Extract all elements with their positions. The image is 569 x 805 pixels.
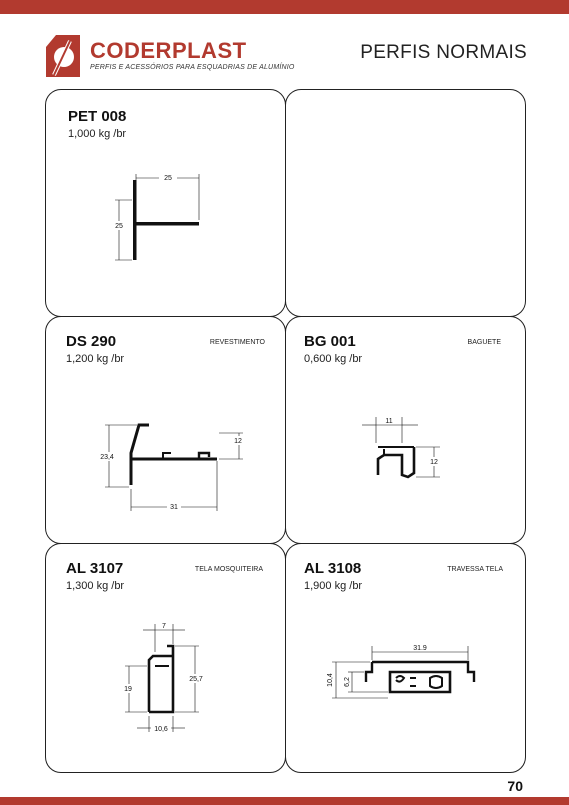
brand-tagline: PERFIS E ACESSÓRIOS PARA ESQUADRIAS DE ALUMÍNIO	[90, 64, 295, 71]
profile-card-ds-290	[45, 316, 286, 544]
dimension-label: 10,6	[154, 726, 168, 733]
profile-code: BG 001	[304, 333, 356, 350]
profile-drawing	[111, 616, 221, 736]
dimension-label: 19	[124, 686, 132, 693]
dimension-label: 31.9	[413, 645, 427, 652]
profile-drawing	[91, 415, 251, 515]
dimension-label: 10,4	[327, 673, 334, 687]
profile-weight: 1,200 kg /br	[66, 353, 125, 365]
profile-code: AL 3108	[304, 560, 362, 577]
dimension-label: 25	[164, 175, 172, 182]
profile-card-al-3108	[285, 543, 526, 773]
dimension-label: 11	[385, 418, 393, 425]
profile-card-bg-001	[285, 316, 526, 544]
bottom-accent-bar	[0, 797, 569, 805]
page-number: 70	[507, 778, 523, 794]
profile-drawing	[320, 634, 490, 714]
profile-card-empty	[285, 89, 526, 317]
profile-weight: 0,600 kg /br	[304, 353, 363, 365]
profile-category: BAGUETE	[467, 339, 501, 346]
profile-card-al-3107	[45, 543, 286, 773]
profile-weight: 1,300 kg /br	[66, 580, 125, 592]
profile-code: PET 008	[68, 108, 127, 125]
dimension-label: 12	[430, 459, 438, 466]
dimension-label: 25	[115, 223, 123, 230]
dimension-label: 6,2	[344, 677, 351, 687]
profile-category: TRAVESSA TELA	[447, 566, 503, 573]
section-title: PERFIS NORMAIS	[360, 42, 527, 63]
top-accent-bar	[0, 0, 569, 14]
profile-weight: 1,900 kg /br	[304, 580, 363, 592]
dimension-label: 12	[234, 438, 242, 445]
profile-drawing	[356, 413, 456, 493]
coderplast-logo-icon	[44, 33, 82, 79]
brand-name: CODERPLAST	[90, 38, 247, 63]
dimension-label: 23,4	[100, 454, 114, 461]
profile-category: TELA MOSQUITEIRA	[194, 566, 263, 573]
dimension-label: 7	[162, 623, 166, 630]
profile-drawing	[101, 170, 221, 270]
dimension-label: 31	[170, 504, 178, 511]
profile-code: DS 290	[66, 333, 117, 350]
profile-code: AL 3107	[66, 560, 124, 577]
profile-category: REVESTIMENTO	[209, 339, 265, 346]
dimension-label: 25,7	[189, 676, 203, 683]
profile-weight: 1,000 kg /br	[68, 128, 127, 140]
profile-card-pet-008	[45, 89, 286, 317]
